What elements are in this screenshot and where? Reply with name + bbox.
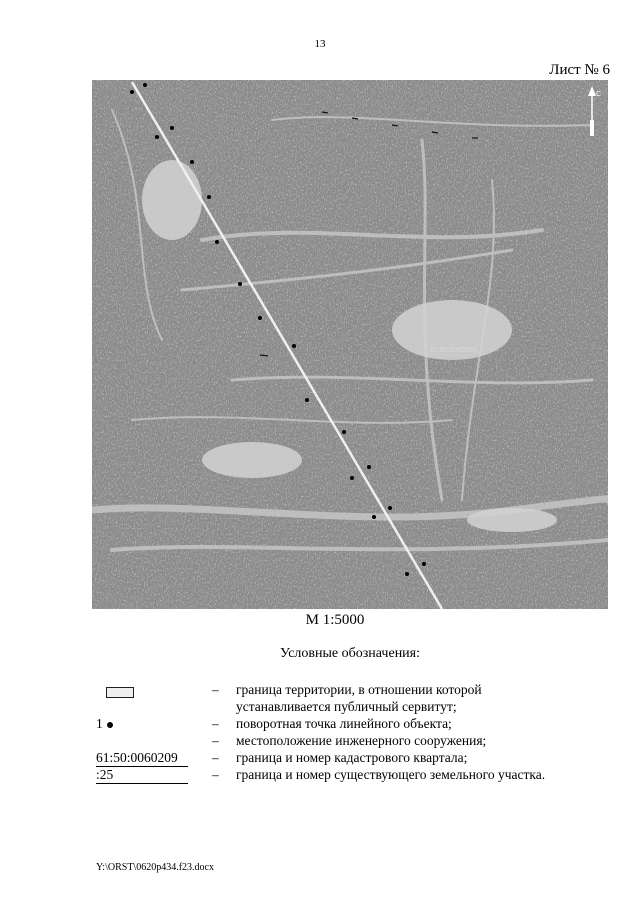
boundary-rect-icon: [106, 687, 134, 698]
legend-text: граница и номер кадастрового квартала;: [236, 750, 468, 765]
legend: [96, 681, 616, 783]
north-label: С: [596, 91, 602, 98]
legend-dash: –: [212, 733, 219, 748]
map-scale: М 1:5000: [305, 612, 365, 628]
legend-dash: –: [212, 767, 219, 782]
legend-item-turning-point: [96, 715, 616, 732]
block-label: 61:50:0060209: [430, 347, 477, 354]
legend-text: устанавливается публичный сервитут;: [236, 699, 457, 714]
satellite-map: [92, 80, 608, 609]
legend-item-territory-boundary: [96, 681, 616, 715]
legend-item-engineering-structure: [96, 732, 616, 749]
legend-text: поворотная точка линейного объекта;: [236, 716, 452, 731]
legend-item-cadastral-block: [96, 749, 616, 766]
legend-dash: –: [212, 750, 219, 765]
turning-point-number: 1: [96, 716, 103, 731]
land-parcel-number: :25: [96, 766, 188, 784]
turning-point-dot-icon: [107, 722, 113, 728]
page-number: 13: [314, 38, 326, 50]
legend-dash: –: [212, 682, 219, 697]
legend-text: граница территории, в отношении которой: [236, 682, 482, 697]
legend-text: граница и номер существующего земельного участка.: [236, 767, 546, 782]
footer-file-path: Y:\ORST\0620p434.f23.docx: [96, 862, 214, 873]
legend-title: Условные обозначения:: [279, 646, 421, 661]
legend-text: местоположение инженерного сооружения;: [236, 733, 487, 748]
map-image: [92, 80, 608, 609]
cadastral-block-number: 61:50:0060209: [96, 749, 188, 767]
legend-dash: –: [212, 716, 219, 731]
sheet-label: Лист № 6: [549, 62, 610, 78]
legend-item-land-parcel: [96, 766, 616, 783]
